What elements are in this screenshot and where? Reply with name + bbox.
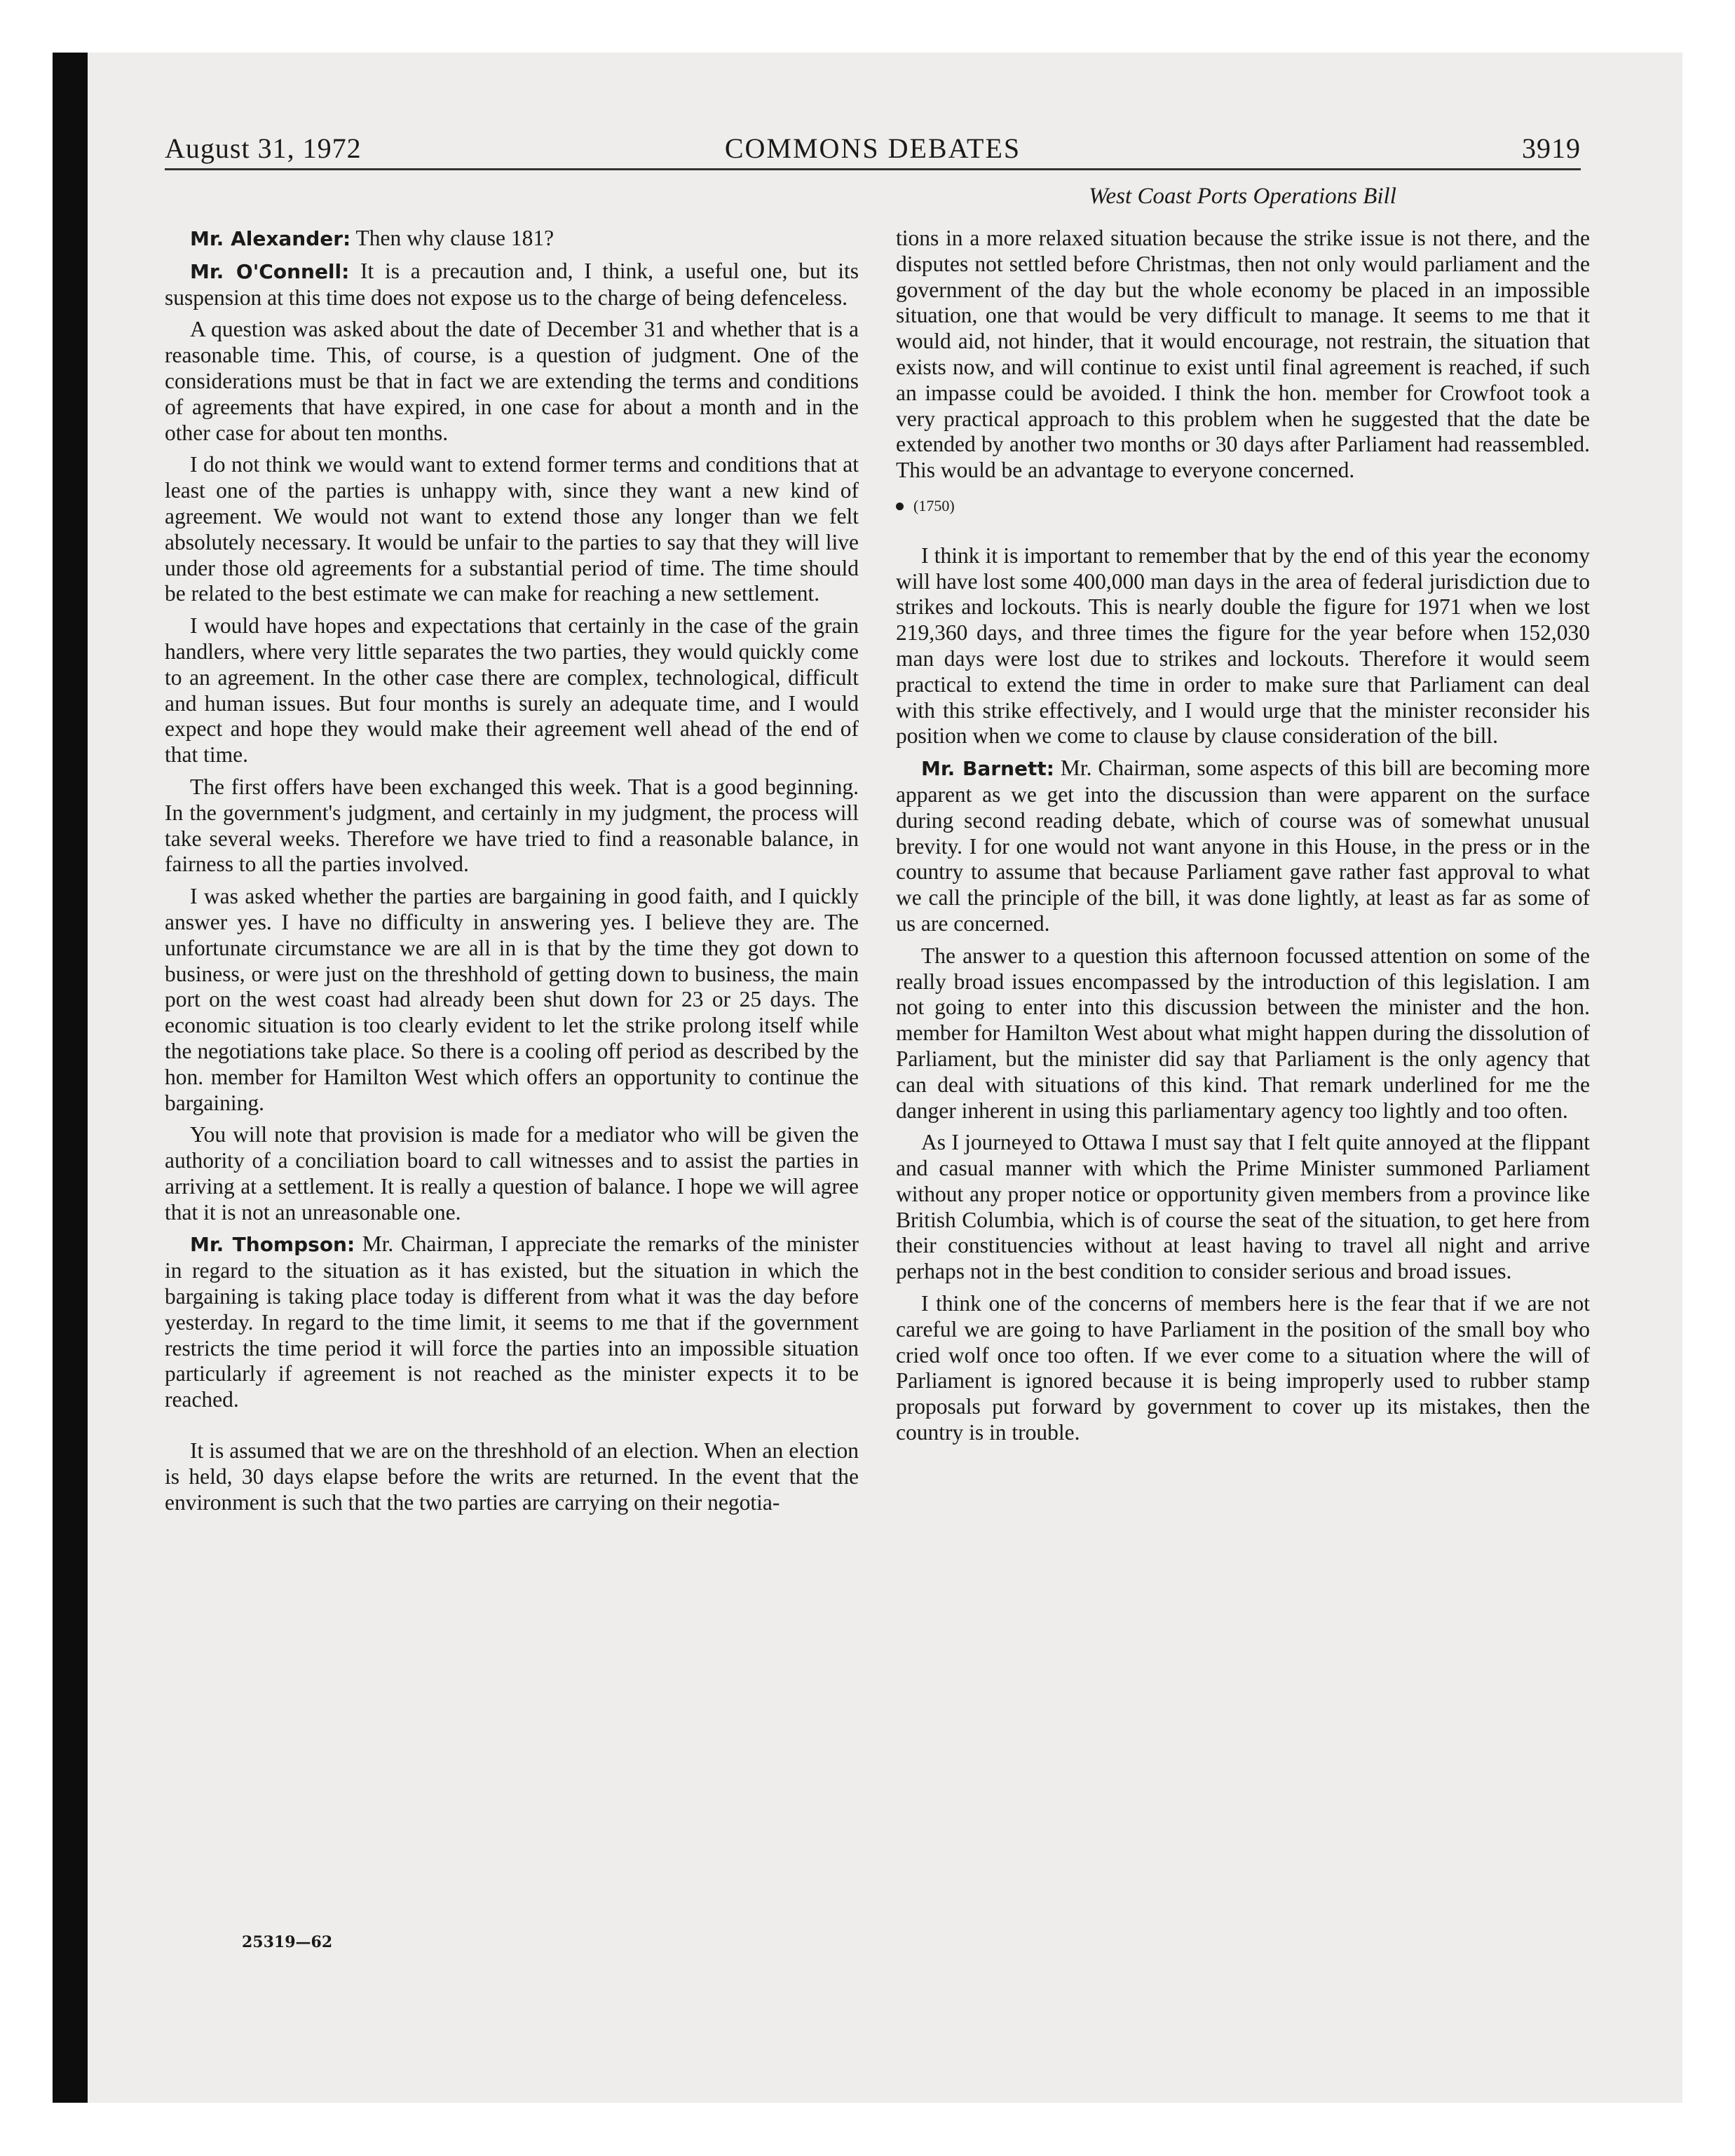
scan-border xyxy=(53,53,88,2103)
paragraph: The first offers have been exchanged this week. That is a good beginning. In the government's judgment, and certainly in my judgment, the process will take several weeks. Therefore we have tried to find a reasonable balance, in fairness to all the parties involved. xyxy=(165,774,859,877)
running-title: West Coast Ports Operations Bill xyxy=(1089,184,1396,209)
paragraph-text: Then why clause 181? xyxy=(351,226,554,250)
paragraph: As I journeyed to Ottawa I must say that I felt quite annoyed at the flippant and casual manner with which the Prime Minister summoned Parliament without any proper notice or opportunity given members from a province like British Columbia, which is of course the seat of the situation, to get here from their constituencies without at least having to travel all night and arrive perhaps not in the best condition to consider serious and broad issues. xyxy=(896,1130,1590,1284)
paragraph-text: Mr. Chairman, some aspects of this bill are becoming more apparent as we get into the discussion than were apparent on the surface during second reading debate, which of course was of somewhat unusual brevity. I for one would not want anyone in this House, in the press or in the country to assume that because Parliament gave rather fast approval to what we call the principle of the bill, it was done lightly, at least as far as some of us are concerned. xyxy=(896,756,1591,936)
page-header xyxy=(165,132,1581,170)
paragraph: You will note that provision is made for a mediator who will be given the authority of a conciliation board to call witnesses and to assist the parties in arriving at a settlement. It is really a question of balance. I hope we will agree that it is not an unreasonable one. xyxy=(165,1122,859,1224)
header-journal-title: COMMONS DEBATES xyxy=(724,132,1021,164)
paragraph xyxy=(165,226,859,252)
speaker-name: Mr. Alexander: xyxy=(190,227,351,250)
paragraph: I do not think we would want to extend former terms and conditions that at least one of the parties is unhappy with, since they want a new kind of agreement. We would not want to extend those any longer than we felt absolutely necessary. It would be unfair to the parties to say that they will live under those old agreements for a substantial period of time. The time should be related to the best estimate we can make for reaching a new settlement. xyxy=(165,452,859,606)
footer-print-code: 25319—62 xyxy=(242,1933,333,1951)
paragraph: I think one of the concerns of members here is the fear that if we are not careful we are going to have Parliament in the position of the small boy who cried wolf once too often. If we ever come to a situation where the will of Parliament is ignored because it is being improperly used to rubber stamp proposals put forward by government to cover up its mistakes, then the country is in trouble. xyxy=(896,1291,1590,1445)
paragraph: I think it is important to remember that by the end of this year the economy will have lost some 400,000 man days in the area of federal jurisdiction due to strikes and lockouts. This is nearly double the figure for 1971 when we lost 219,360 days, and three times the figure for the year before when 152,030 man days were lost due to strikes and lockouts. Therefore it would seem practical to extend the time in order to make sure that Parliament can deal with this strike effectively, and I would urge that the minister reconsider his position when we come to clause by clause consideration of the bill. xyxy=(896,543,1590,749)
paragraph: A question was asked about the date of December 31 and whether that is a reasonable time. This, of course, is a question of judgment. One of the considerations must be that in fact we are extending the terms and conditions of agreements that have expired, in one case for about a month and in the other case for about ten months. xyxy=(165,317,859,445)
speaker-name: Mr. Barnett: xyxy=(921,757,1054,781)
right-column xyxy=(896,226,1590,1452)
paragraph xyxy=(165,259,859,311)
paragraph xyxy=(165,1231,859,1413)
paragraph-text: It is a precaution and, I think, a useful one, but its suspension at this time does not expose us to the charge of being defenceless. xyxy=(165,258,859,310)
left-column xyxy=(165,226,859,1522)
speaker-name: Mr. O'Connell: xyxy=(190,259,350,283)
paragraph-text: Mr. Chairman, I appreciate the remarks of the minister in regard to the situation as it has existed, but the situation in which the bargaining is taking place today is different from what it was the day before yesterday. In regard to the time limit, it seems to me that if the government restricts the time period it will force the parties into an impossible situation particularly if agreement is not reached as the minister expects it to be reached. xyxy=(165,1231,859,1412)
header-date: August 31, 1972 xyxy=(165,132,362,164)
paragraph: I was asked whether the parties are bargaining in good faith, and I quickly answer yes. I have no difficulty in answering yes. I believe they are. The unfortunate circumstance we are all in is that by the time they got down to business, or were just on the threshhold of getting down to business, the main port on the west coast had already been shut down for 23 or 25 days. The economic situation is too clearly evident to let the strike prolong itself while the negotiations take place. So there is a cooling off period as described by the hon. member for Hamilton West which offers an opportunity to continue the bargaining. xyxy=(165,884,859,1115)
time-marker-label: (1750) xyxy=(913,496,955,514)
bullet-icon xyxy=(896,503,904,510)
speaker-name: Mr. Thompson: xyxy=(190,1233,355,1257)
paragraph: I would have hopes and expectations that certainly in the case of the grain handlers, where very little separates the two parties, they would quickly come to an agreement. In the other case there are complex, technological, difficult and human issues. But four months is surely an adequate time, and I would expect and hope they would make their agreement well ahead of the end of that time. xyxy=(165,613,859,767)
paragraph: It is assumed that we are on the threshhold of an election. When an election is held, 30 days elapse before the writs are returned. In the event that the environment is such that the two parties are carrying on their negotia- xyxy=(165,1438,859,1515)
paragraph xyxy=(896,756,1590,937)
paragraph: The answer to a question this afternoon focussed attention on some of the really broad issues encompassed by the introduction of this legislation. I am not going to enter into this discussion between the minister and the hon. member for Hamilton West about what might happen during the dissolution of Parliament, but the minister did say that Parliament is the only agency that can deal with situations of this kind. That remark underlined for me the danger inherent in using this parliamentary agency too lightly and too often. xyxy=(896,943,1590,1123)
time-marker xyxy=(896,493,1590,519)
paragraph: tions in a more relaxed situation because the strike issue is not there, and the disputes not settled before Christmas, then not only would parliament and the government of the day but the whole economy be placed in an impossible situation, one that would be very difficult to manage. It seems to me that it would aid, not hinder, that it would encourage, not restrain, the situation that exists now, and will continue to exist until final agreement is reached, if such an impasse could be avoided. I think the hon. member for Crowfoot took a very practical approach to this problem when he suggested that the date be extended by another two months or 30 days after Parliament had reassembled. This would be an advantage to everyone concerned. xyxy=(896,226,1590,483)
header-page-number: 3919 xyxy=(1522,132,1581,164)
